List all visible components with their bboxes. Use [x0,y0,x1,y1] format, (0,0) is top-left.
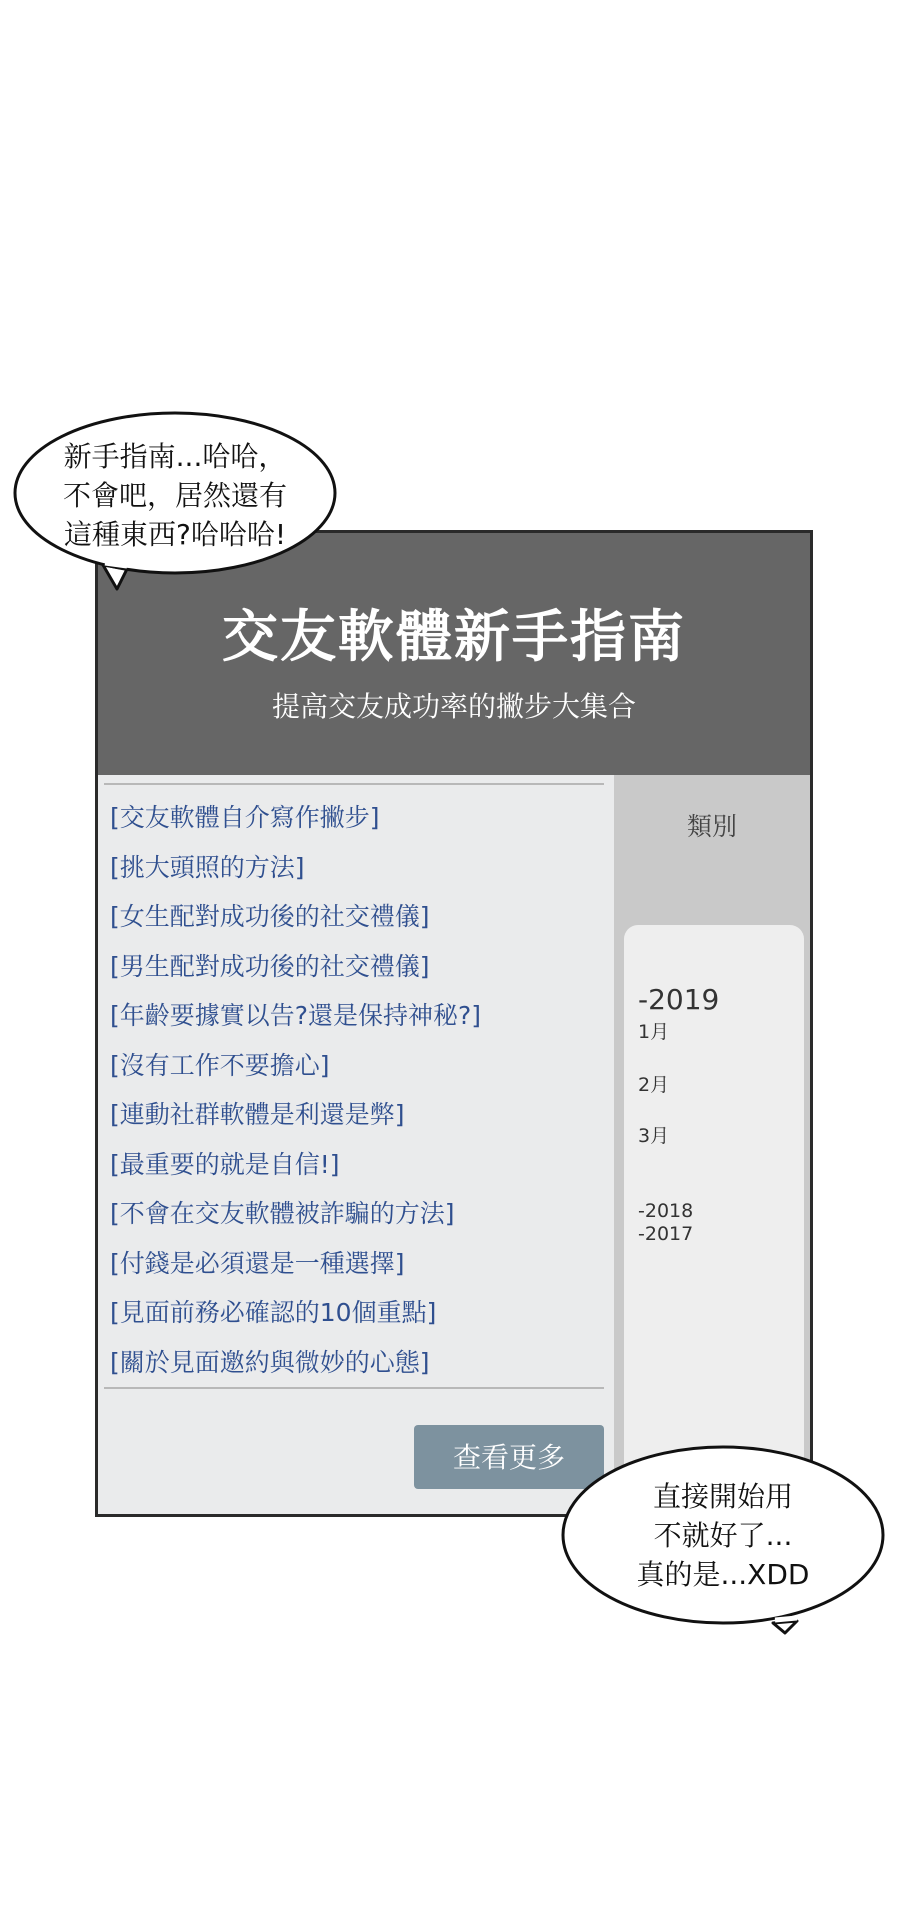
speech-line: 這種東西?哈哈哈! [63,518,287,551]
article-list-area [98,775,614,1514]
guide-title: 交友軟體新手指南 [222,605,686,670]
speech-line: 不就好了... [653,1519,793,1552]
article-link[interactable]: [女生配對成功後的社交禮儀] [110,902,430,931]
article-link[interactable]: [交友軟體自介寫作撇步] [110,803,380,832]
divider [104,783,604,785]
view-more-button[interactable]: 查看更多 [414,1425,604,1489]
guide-panel [95,530,813,1517]
article-list [110,793,481,1387]
speech-line: 直接開始用 [652,1480,793,1513]
article-link[interactable]: [關於見面邀約與微妙的心態] [110,1347,430,1377]
category-header: 類別 [686,812,737,841]
speech-bubble-bottom [553,1435,893,1635]
archive-month-3[interactable]: 3月 [638,1125,670,1147]
article-link[interactable]: [最重要的就是自信!] [110,1149,340,1179]
speech-bubble-top [5,405,345,595]
speech-line: 真的是...XDD [636,1558,810,1591]
speech-line: 新手指南...哈哈， [63,440,287,473]
archive-year-2018[interactable]: -2018 [638,1200,694,1222]
article-link[interactable]: [見面前務必確認的10個重點] [110,1298,437,1327]
speech-text-bottom [553,1477,893,1594]
article-link[interactable]: [不會在交友軟體被詐騙的方法] [110,1199,455,1228]
article-link[interactable]: [挑大頭照的方法] [110,852,305,882]
divider [104,1387,604,1389]
archive-month-1[interactable]: 1月 [638,1021,670,1043]
article-link[interactable]: [沒有工作不要擔心] [110,1050,330,1080]
speech-line: 不會吧，居然還有 [62,479,287,512]
guide-subtitle: 提高交友成功率的撇步大集合 [271,690,636,723]
speech-text-top [5,437,345,554]
article-link[interactable]: [付錢是必須還是一種選擇] [110,1248,405,1278]
archive-month-2[interactable]: 2月 [638,1074,670,1096]
category-sidebar [614,775,810,1514]
archive-year-2017[interactable]: -2017 [638,1223,694,1245]
article-link[interactable]: [男生配對成功後的社交禮儀] [110,951,430,981]
article-link[interactable]: [年齡要據實以告?還是保持神秘?] [110,1001,482,1030]
article-link[interactable]: [連動社群軟體是利還是弊] [110,1100,405,1129]
archive-year-2019[interactable]: -2019 [638,983,720,1016]
